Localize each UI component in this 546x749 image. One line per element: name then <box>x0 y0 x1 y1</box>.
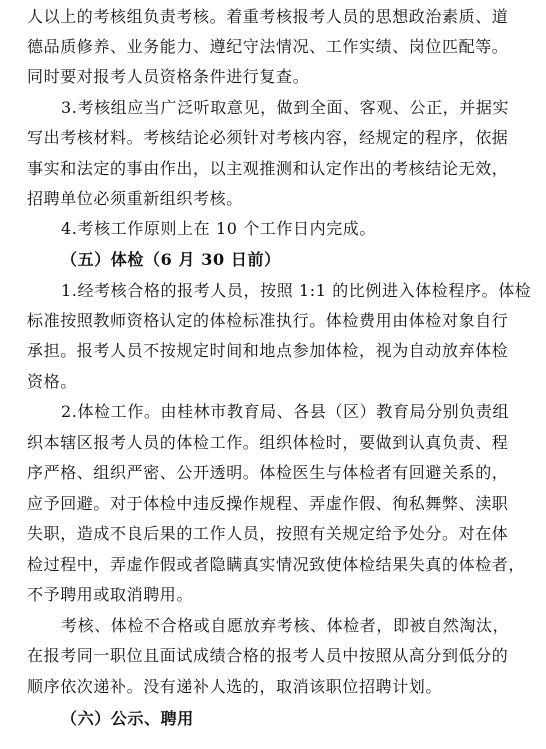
text-line: 检过程中，弄虚作假或者隐瞒真实情况致使体检结果失真的体检者， <box>27 555 526 574</box>
text-line: 失职，造成不良后果的工作人员，按照有关规定给予处分。对在体 <box>27 524 509 543</box>
text-line: 织本辖区报考人员的体检工作。组织体检时，要做到认真负责、程 <box>27 433 509 452</box>
text-line: 承担。报考人员不按规定时间和地点参加体检，视为自动放弃体检 <box>27 341 509 360</box>
paragraph-start: 3.考核组应当广泛听取意见，做到全面、客观、公正，并据实 <box>61 98 510 117</box>
section-heading: （五）体检（6 月 30 日前） <box>61 250 281 269</box>
text-line: 同时要对报考人员资格条件进行复查。 <box>27 67 310 86</box>
text-line: 事实和法定的事由作出，以主观推测和认定作出的考核结论无效， <box>27 159 509 178</box>
paragraph-start: 考核、体检不合格或自愿放弃考核、体检者，即被自然淘汰， <box>61 616 510 635</box>
text-line: 在报考同一职位且面试成绩合格的报考人员中按照从高分到低分的 <box>27 646 509 665</box>
section-heading: （六）公示、聘用 <box>61 709 194 728</box>
text-line: 应予回避。对于体检中违反操作规程、弄虚作假、徇私舞弊、渎职 <box>27 494 509 513</box>
text-line: 不予聘用或取消聘用。 <box>27 585 194 604</box>
text-line: 德品质修养、业务能力、遵纪守法情况、工作实绩、岗位匹配等。 <box>27 37 509 56</box>
text-line: 人以上的考核组负责考核。着重考核报考人员的思想政治素质、道 <box>27 7 509 26</box>
text-line: 顺序依次递补。没有递补人选的，取消该职位招聘计划。 <box>27 677 443 696</box>
text-line: 标准按照教师资格认定的体检标准执行。体检费用由体检对象自行 <box>27 311 509 330</box>
text-line: 资格。 <box>27 372 77 391</box>
paragraph-start: 4.考核工作原则上在 10 个工作日内完成。 <box>61 219 376 238</box>
text-line: 招聘单位必须重新组织考核。 <box>27 189 243 208</box>
paragraph-start: 1.经考核合格的报考人员，按照 1:1 的比例进入体检程序。体检 <box>61 281 532 300</box>
text-line: 序严格、组织严密、公开透明。体检医生与体检者有回避关系的， <box>27 463 509 482</box>
paragraph-start: 2.体检工作。由桂林市教育局、各县（区）教育局分别负责组 <box>61 402 510 421</box>
text-line: 写出考核材料。考核结论必须针对考核内容，经规定的程序，依据 <box>27 128 509 147</box>
